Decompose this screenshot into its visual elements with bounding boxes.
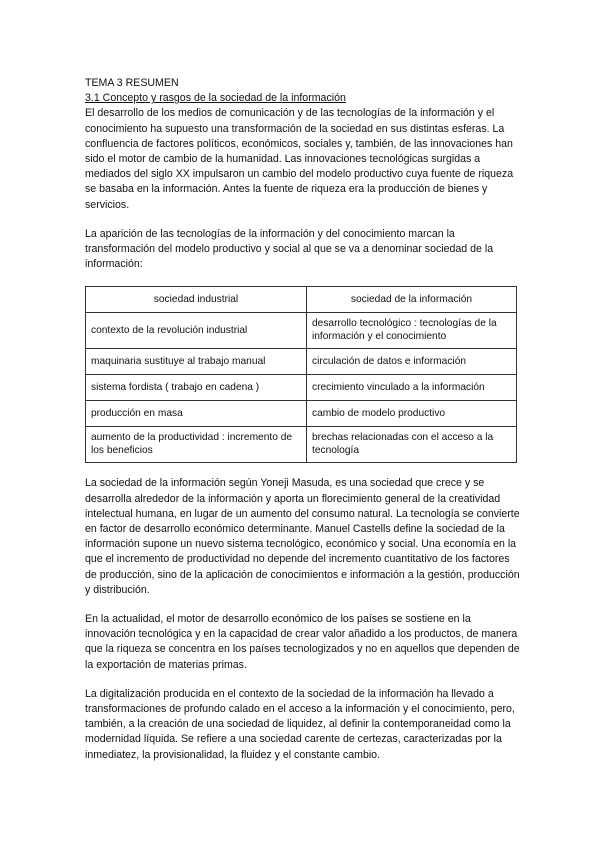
table-cell: aumento de la productividad : incremento de los beneficios	[86, 427, 307, 463]
table-cell: maquinaria sustituye al trabajo manual	[86, 349, 307, 375]
table-header-industrial: sociedad industrial	[86, 287, 307, 313]
spacer	[85, 272, 521, 286]
table-cell: desarrollo tecnológico : tecnologías de la información y el conocimiento	[307, 313, 517, 349]
paragraph-actualidad: En la actualidad, el motor de desarrollo económico de los países se sostiene en la innovación tecnológica y en la capacidad de crear valor añadido a los productos, de manera que la riqueza se concentra en los países tecnologizados y no en aquellos que dependen de la exportación de materias primas.	[85, 613, 520, 671]
paragraph-digitalizacion: La digitalización producida en el contexto de la sociedad de la información ha llevado a transformaciones de profundo calado en el acceso a la información y el conocimiento, pero, también, a la creación de una sociedad de liquidez, al definir la contemporaneidad como la modernidad líquida. Se refiere a una sociedad carente de certezas, caracterizadas por la inmediatez, la provisionalidad, la fluidez y el constante cambio.	[85, 687, 515, 761]
table-cell: producción en masa	[86, 401, 307, 427]
spacer	[85, 673, 521, 687]
table-cell: crecimiento vinculado a la información	[307, 375, 517, 401]
table-row	[86, 375, 517, 401]
section-heading: 3.1 Concepto y rasgos de la sociedad de la información	[85, 92, 346, 105]
paragraph-masuda: La sociedad de la información según Yoneji Masuda, es una sociedad que crece y se desarrolla alrededor de la información y aporta un florecimiento general de la creatividad intelectual humana, en lugar de un aumento del consumo natural. La tecnología se convierte en factor de desarrollo económico determinante. Manuel Castells define la sociedad de la información supone un nuevo sistema tecnológico, económico y social. Una economía en la que el incremento de productividad no depende del incremento cuantitativo de los factores de producción, sino de la aplicación de conocimientos e información a la gestión, producción y distribución.	[85, 477, 520, 596]
table-cell: circulación de datos e información	[307, 349, 517, 375]
paragraph-aparicion: La aparición de las tecnologías de la información y del conocimiento marcan la transformación del modelo productivo y social al que se va a denominar sociedad de la información:	[85, 227, 494, 271]
table-cell: cambio de modelo productivo	[307, 401, 517, 427]
table-header-row	[86, 287, 517, 313]
table-row	[86, 313, 517, 349]
table-cell: contexto de la revolución industrial	[86, 313, 307, 349]
table-row	[86, 427, 517, 463]
table-row	[86, 349, 517, 375]
table-row	[86, 401, 517, 427]
table-cell: sistema fordista ( trabajo en cadena )	[86, 375, 307, 401]
spacer	[85, 213, 521, 227]
comparison-table	[85, 286, 517, 463]
spacer	[85, 463, 521, 476]
document-title: TEMA 3 RESUMEN	[85, 77, 179, 89]
table-header-informacion: sociedad de la información	[307, 287, 517, 313]
document-page	[85, 76, 521, 763]
paragraph-intro: El desarrollo de los medios de comunicación y de las tecnologías de la información y el conocimiento ha supuesto una transformación de la sociedad en sus distintas esferas. La confluencia de factores políticos, económicos, sociales y, también, de las innovaciones han sido el motor de cambio de la humanidad. Las innovaciones tecnológicas surgidas a mediados del siglo XX impulsaron un cambio del modelo productivo cuya fuente de riqueza se basaba en la información. Antes la fuente de riqueza era la producción de bienes y servicios.	[85, 107, 514, 211]
table-cell: brechas relacionadas con el acceso a la tecnología	[307, 427, 517, 463]
spacer	[85, 598, 521, 612]
